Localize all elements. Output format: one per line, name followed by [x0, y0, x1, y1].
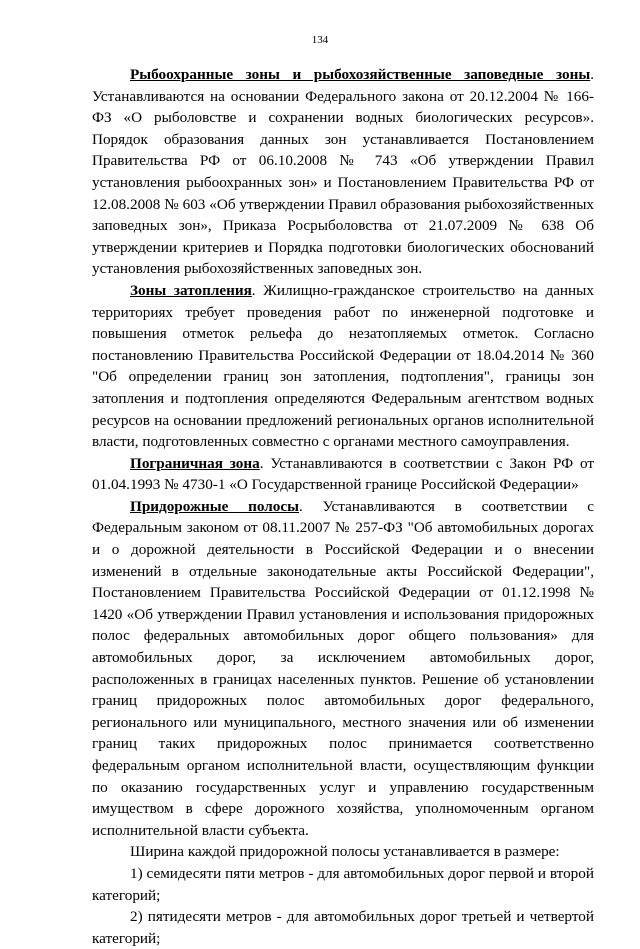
paragraph-border-zone [92, 453, 594, 496]
list-item-third-fourth-category [92, 906, 594, 949]
paragraph-text: 1) семидесяти пяти метров - для автомобильных дорог первой и второй категорий; [92, 864, 594, 904]
paragraph-text: . Устанавливаются на основании Федерального закона от 20.12.2004 № 166-ФЗ «О рыболовстве и сохранении водных биологических ресурсов». Порядок образования данных зон устанавливается Постановлением Правительства РФ от 06.10.2008 № 743 «Об утверждении Правил установления рыбоохранных зон» и Постановлением Правительства РФ от 12.08.2008 № 603 «Об утверждении Правил образования рыбохозяйственных заповедных зон», Приказа Росрыболовства от 21.07.2009 № 638 Об утверждении критериев и Порядка подготовки биологических обоснований установления рыбохозяйственных заповедных зон. [92, 66, 594, 278]
paragraph-text: 2) пятидесяти метров - для автомобильных дорог третьей и четвертой категорий; [92, 908, 594, 947]
list-item-first-second-category [92, 863, 594, 906]
paragraph-text: . Жилищно-гражданское строительство на данных территориях требует проведения работ по инженерной подготовке и повышения отметок рельефа до незатопляемых отметок. Согласно постановлению Правительства Российской Федерации от 18.04.2014 № 360 "Об определении границ зон затопления, подтопления", границы зон затопления и подтопления определяются Федеральным агентством водных ресурсов на основании предложений региональных органов исполнительной власти, подготовленных совместно с органами местного самоуправления. [92, 281, 594, 451]
paragraph-term: Зоны затопления [130, 281, 252, 299]
paragraph-text: . Устанавливаются в соответствии с Федеральным законом от 08.11.2007 № 257-ФЗ "Об автомобильных дорогах и о дорожной деятельности в Российской Федерации и о внесении изменений в отдельные законодательные акты Российской Федерации", Постановлением Правительства Российской Федерации от 01.12.1998 № 1420 «Об утверждении Правил установления и использования придорожных полос федеральных автомобильных дорог общего пользования» для автомобильных дорог, за исключением автомобильных дорог, расположенных в границах населенных пунктов. Решение об установлении границ придорожных полос автомобильных дорог федерального, регионального или муниципального, местного значения или об изменении границ таких придорожных полос принимается соответственно федеральным органом исполнительной власти, осуществляющим функции по оказанию государственных услуг и управлению государственным имуществом в сфере дорожного хозяйства, уполномоченным органом исполнительной власти субъекта. [92, 497, 594, 839]
paragraph-strip-width-intro [92, 841, 594, 863]
paragraph-flood-zones [92, 280, 594, 453]
paragraph-fish-protection-zones [92, 64, 594, 280]
paragraph-text: . Устанавливаются в соответствии с Закон РФ от 01.04.1993 № 4730-1 «О Государственной границе Российской Федерации» [92, 454, 594, 494]
paragraph-text: Ширина каждой придорожной полосы устанавливается в размере: [130, 843, 560, 861]
page-number: 134 [311, 34, 329, 46]
paragraph-roadside-strips [92, 496, 594, 842]
paragraph-term: Рыбоохранные зоны и рыбохозяйственные заповедные зоны [130, 66, 591, 83]
document-body [92, 64, 594, 949]
paragraph-term: Пограничная зона [130, 454, 260, 472]
paragraph-term: Придорожные полосы [130, 497, 299, 515]
